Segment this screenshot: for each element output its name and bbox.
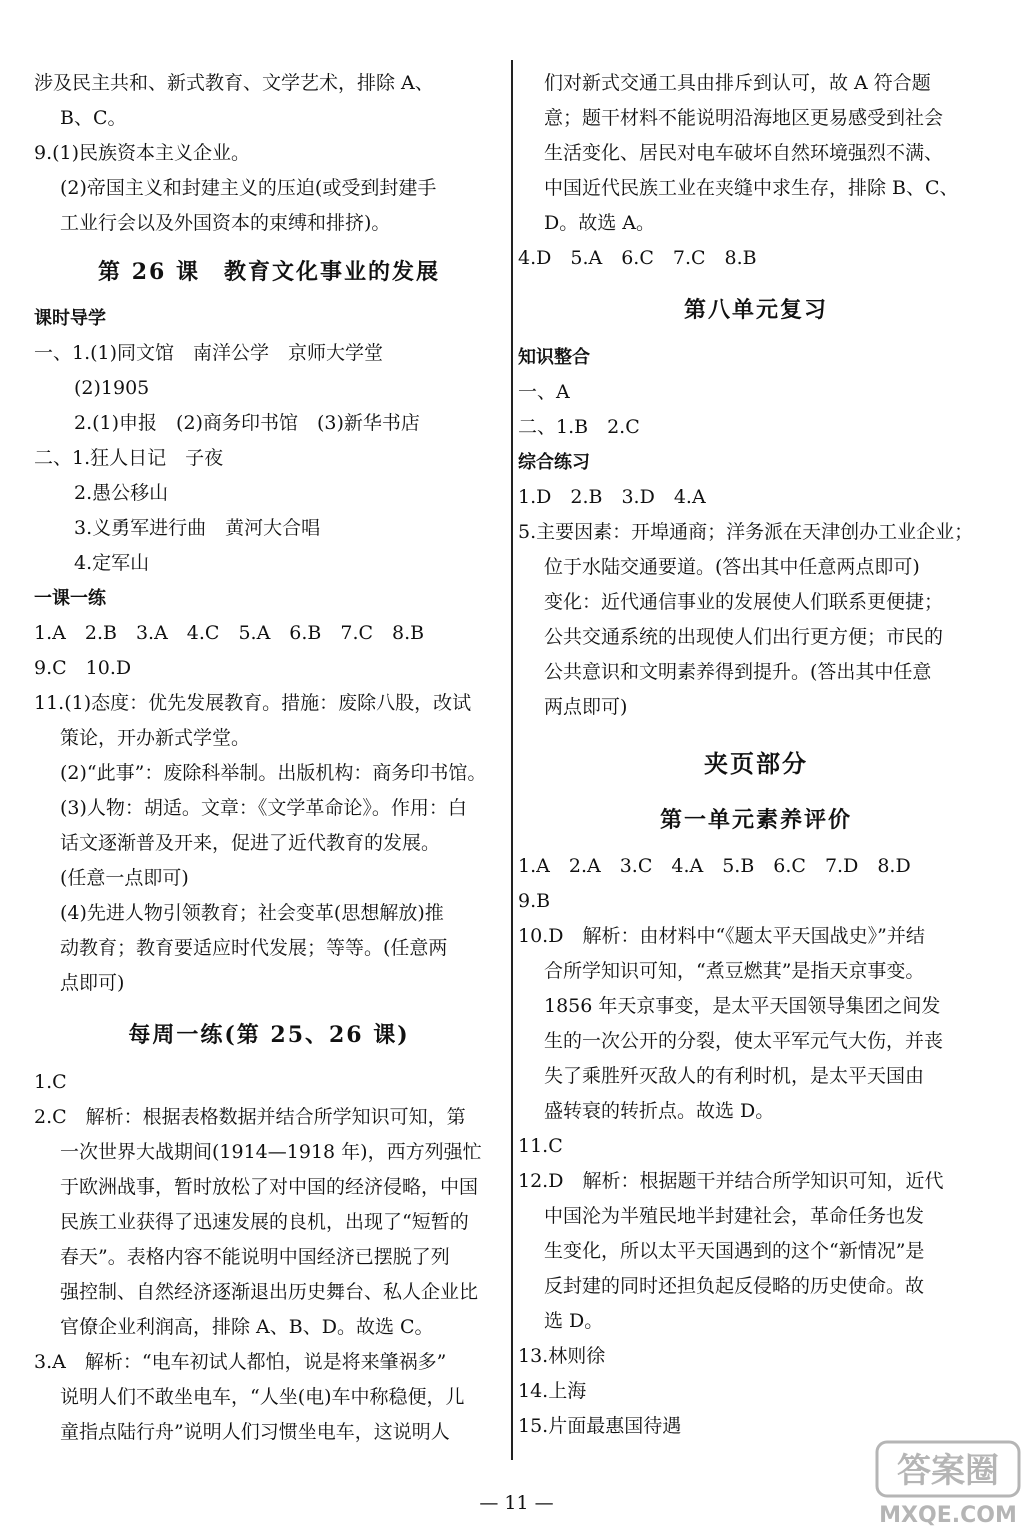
answer-line: 涉及民主共和、新式教育、文学艺术，排除 A、 bbox=[34, 72, 434, 94]
answer-line: 合所学知识可知，“煮豆燃萁”是指天京事变。 bbox=[544, 960, 925, 982]
answer-line: 盛转衰的转折点。故选 D。 bbox=[544, 1100, 775, 1122]
weekly-practice-heading: 每周一练(第 25、26 课) bbox=[128, 1022, 410, 1048]
answer-line: 动教育；教育要适应时代发展；等等。(任意两 bbox=[60, 937, 448, 959]
answer-line: 中国沦为半殖民地半封建社会，革命任务也发 bbox=[544, 1205, 925, 1227]
answer-line: (2)“此事”：废除科举制。出版机构：商务印书馆。 bbox=[60, 762, 487, 784]
answer-line: 工业行会以及外国资本的束缚和排挤)。 bbox=[60, 212, 391, 234]
unit-evaluation-heading: 第一单元素养评价 bbox=[659, 807, 852, 833]
answer-line: 1.A 2.A 3.C 4.A 5.B 6.C 7.D 8.D bbox=[518, 855, 911, 877]
answer-line: (2)1905 bbox=[74, 377, 150, 399]
page-number: — 11 — bbox=[479, 1492, 554, 1514]
answer-line: 点即可) bbox=[60, 972, 125, 994]
answer-line: 1.D 2.B 3.D 4.A bbox=[518, 486, 706, 508]
answer-line: 反封建的同时还担负起反侵略的历史使命。故 bbox=[544, 1275, 925, 1297]
answer-line: 中国近代民族工业在夹缝中求生存，排除 B、C、 bbox=[544, 177, 959, 199]
insert-section-heading: 夹页部分 bbox=[704, 750, 808, 778]
answer-line: 官僚企业利润高，排除 A、B、D。故选 C。 bbox=[60, 1316, 434, 1338]
answer-line: 2.C 解析：根据表格数据并结合所学知识可知，第 bbox=[34, 1106, 466, 1128]
answer-line: 2.愚公移山 bbox=[74, 482, 169, 504]
section-label-comprehensive: 综合练习 bbox=[518, 452, 590, 473]
answer-line: 10.D 解析：由材料中“《题太平天国战史》”并结 bbox=[518, 925, 925, 947]
answer-line: 们对新式交通工具由排斥到认可，故 A 符合题 bbox=[544, 72, 931, 94]
answer-line: 话文逐渐普及开来，促进了近代教育的发展。 bbox=[60, 832, 441, 854]
lesson-heading: 第 26 课 教育文化事业的发展 bbox=[98, 259, 440, 285]
answer-line: 两点即可) bbox=[544, 696, 628, 718]
answer-line: 童指点陆行舟”说明人们习惯坐电车，这说明人 bbox=[60, 1421, 450, 1443]
answer-line: 12.D 解析：根据题干并结合所学知识可知，近代 bbox=[518, 1170, 944, 1192]
watermark-url: MXQE.COM bbox=[879, 1503, 1017, 1528]
answer-line: 9.(1)民族资本主义企业。 bbox=[34, 142, 251, 164]
answer-line: 一次世界大战期间(1914—1918 年)，西方列强忙 bbox=[60, 1141, 482, 1163]
answer-line: 生变化，所以太平天国遇到的这个“新情况”是 bbox=[544, 1240, 925, 1262]
watermark-logo bbox=[873, 1438, 1023, 1528]
answer-line: 公共意识和文明素养得到提升。(答出其中任意 bbox=[544, 661, 932, 683]
answer-line: 11.(1)态度：优先发展教育。措施：废除八股，改试 bbox=[34, 692, 472, 714]
answer-line: D。故选 A。 bbox=[544, 212, 655, 234]
answer-line: 生的一次公开的分裂，使太平军元气大伤，并丧 bbox=[544, 1030, 944, 1052]
answer-line: 5.主要因素：开埠通商；洋务派在天津创办工业企业； bbox=[518, 521, 974, 543]
answer-line: 强控制、自然经济逐渐退出历史舞台、私人企业比 bbox=[60, 1281, 479, 1303]
right-column bbox=[518, 66, 994, 1444]
answer-line: 春天”。表格内容不能说明中国经济已摆脱了列 bbox=[60, 1246, 450, 1268]
answer-line: 位于水陆交通要道。(答出其中任意两点即可) bbox=[544, 556, 920, 578]
answer-line: 民族工业获得了迅速发展的良机，出现了“短暂的 bbox=[60, 1211, 469, 1233]
answer-line: 一、A bbox=[518, 381, 570, 403]
answer-line: 4.定军山 bbox=[74, 552, 150, 574]
answer-line: 1.A 2.B 3.A 4.C 5.A 6.B 7.C 8.B bbox=[34, 622, 425, 644]
answer-line: 14.上海 bbox=[518, 1380, 587, 1402]
answer-line: 1856 年天京事变，是太平天国领导集团之间发 bbox=[544, 995, 941, 1017]
section-label-practice: 一课一练 bbox=[34, 588, 106, 609]
answer-line: 2.(1)申报 (2)商务印书馆 (3)新华书店 bbox=[74, 412, 420, 434]
answer-line: 二、1.狂人日记 子夜 bbox=[34, 447, 224, 469]
answer-line: 3.义勇军进行曲 黄河大合唱 bbox=[74, 517, 321, 539]
answer-line: 生活变化、居民对电车破坏自然环境强烈不满、 bbox=[544, 142, 944, 164]
answer-line: 失了乘胜歼灭敌人的有利时机，是太平天国由 bbox=[544, 1065, 925, 1087]
answer-line: 9.C 10.D bbox=[34, 657, 132, 679]
answer-line: 变化：近代通信事业的发展使人们联系更便捷； bbox=[544, 591, 944, 613]
answer-line: 11.C bbox=[518, 1135, 563, 1157]
column-divider bbox=[511, 60, 513, 1460]
answer-line: (4)先进人物引领教育；社会变革(思想解放)推 bbox=[60, 902, 444, 924]
answer-line: 15.片面最惠国待遇 bbox=[518, 1415, 682, 1437]
answer-line: 策论，开办新式学堂。 bbox=[60, 727, 251, 749]
answer-line: 4.D 5.A 6.C 7.C 8.B bbox=[518, 247, 757, 269]
section-label-guide: 课时导学 bbox=[34, 308, 106, 329]
answer-line: 说明人们不敢坐电车，“人坐(电)车中称稳便，儿 bbox=[60, 1386, 465, 1408]
answer-line: 9.B bbox=[518, 890, 551, 912]
section-label-knowledge: 知识整合 bbox=[518, 347, 590, 368]
answer-line: (2)帝国主义和封建主义的压迫(或受到封建手 bbox=[60, 177, 437, 199]
answer-line: 意；题干材料不能说明沿海地区更易感受到社会 bbox=[544, 107, 944, 129]
answer-line: (任意一点即可) bbox=[60, 867, 189, 889]
answer-line: 3.A 解析：“电车初试人都怕，说是将来肇祸多” bbox=[34, 1351, 447, 1373]
answer-line: 13.林则徐 bbox=[518, 1345, 606, 1367]
answer-line: (3)人物：胡适。文章：《文学革命论》。作用：白 bbox=[60, 797, 467, 819]
answer-line: 1.C bbox=[34, 1071, 67, 1093]
answer-line: B、C。 bbox=[60, 107, 127, 129]
unit-review-heading: 第八单元复习 bbox=[683, 297, 828, 323]
watermark-text: 答案圈 bbox=[897, 1451, 999, 1491]
left-column bbox=[34, 66, 504, 1450]
answer-line: 公共交通系统的出现使人们出行更方便；市民的 bbox=[544, 626, 944, 648]
answer-line: 二、1.B 2.C bbox=[518, 416, 640, 438]
answer-line: 于欧洲战事，暂时放松了对中国的经济侵略，中国 bbox=[60, 1176, 479, 1198]
answer-line: 选 D。 bbox=[544, 1310, 604, 1332]
answer-line: 一、1.(1)同文馆 南洋公学 京师大学堂 bbox=[34, 342, 384, 364]
